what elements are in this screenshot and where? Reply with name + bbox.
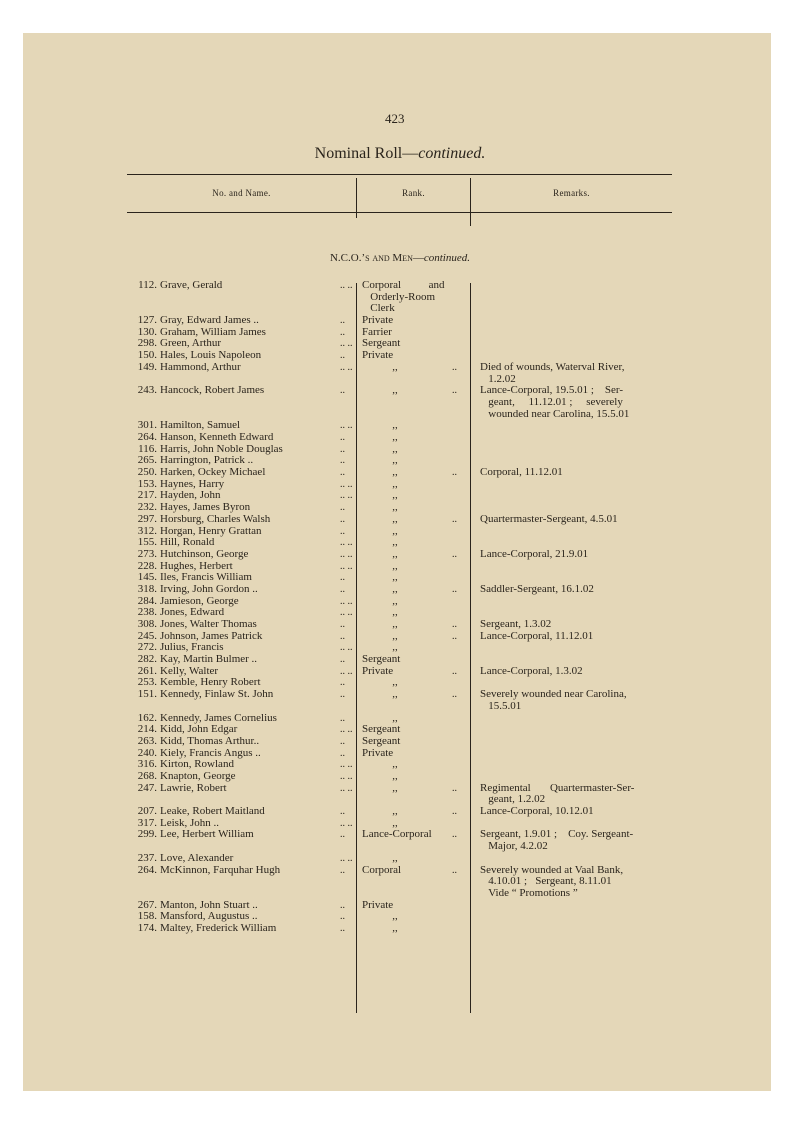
roll-number: 282. xyxy=(137,653,157,666)
roll-rank: ,, xyxy=(362,618,398,631)
leader-dots: .. .. xyxy=(340,770,353,782)
roll-name: Hill, Ronald xyxy=(160,536,215,549)
roll-number: 272. xyxy=(137,641,157,654)
roll-name: Kidd, John Edgar xyxy=(160,723,238,736)
title-italic: continued. xyxy=(418,145,486,162)
leader-dots: .. xyxy=(452,385,457,397)
leader-dots: .. xyxy=(340,502,345,514)
roll-number: 214. xyxy=(137,723,157,736)
leader-dots: .. xyxy=(340,619,345,631)
roll-row xyxy=(0,771,794,783)
leader-dots: .. .. xyxy=(340,560,353,572)
roll-rank: ,, xyxy=(362,547,398,560)
roll-number: 228. xyxy=(137,559,157,572)
roll-number: 149. xyxy=(137,360,157,373)
leader-dots: .. xyxy=(340,735,345,747)
leader-dots: .. xyxy=(340,525,345,537)
title-main: Nominal Roll— xyxy=(314,145,419,162)
roll-number: 284. xyxy=(137,594,157,607)
leader-dots: .. xyxy=(452,361,457,373)
roll-row xyxy=(0,806,794,818)
roll-name: Grave, Gerald xyxy=(160,279,223,291)
roll-row xyxy=(0,338,794,350)
leader-dots: .. .. xyxy=(340,817,353,829)
leader-dots: .. xyxy=(452,689,457,701)
roll-rank: Lance-Corporal xyxy=(362,828,432,841)
roll-name: Lee, Herbert William xyxy=(160,828,254,841)
leader-dots: .. xyxy=(340,385,345,397)
header-bottom-rule xyxy=(127,212,672,213)
roll-number: 243. xyxy=(137,384,157,397)
roll-rank: ,, xyxy=(362,477,398,490)
roll-row xyxy=(0,654,794,666)
roll-row xyxy=(0,619,794,631)
leader-dots: .. .. xyxy=(340,490,353,502)
roll-number: 299. xyxy=(137,828,157,841)
roll-remarks: Corporal, 11.12.01 xyxy=(480,466,563,479)
roll-row xyxy=(0,584,794,596)
roll-rank: ,, xyxy=(362,489,398,502)
leader-dots: .. xyxy=(340,712,345,724)
leader-dots: .. xyxy=(340,630,345,642)
page-number: 423 xyxy=(385,111,405,126)
roll-row xyxy=(0,385,794,420)
roll-name: Maltey, Frederick William xyxy=(160,921,277,934)
roll-rank: ,, xyxy=(362,910,398,923)
leader-dots: .. xyxy=(340,829,345,841)
header-divider-2 xyxy=(470,178,471,226)
leader-dots: .. xyxy=(340,806,345,818)
roll-row xyxy=(0,783,794,806)
leader-dots: .. xyxy=(452,665,457,677)
roll-rank: ,, xyxy=(362,781,398,794)
leader-dots: .. xyxy=(340,455,345,467)
roll-name: Love, Alexander xyxy=(160,851,234,864)
leader-dots: .. .. xyxy=(340,548,353,560)
leader-dots: .. .. xyxy=(340,478,353,490)
roll-row xyxy=(0,362,794,385)
roll-remarks: Sergeant, 1.3.02 xyxy=(480,618,552,631)
roll-rank: Sergeant xyxy=(362,337,401,350)
roll-number: 308. xyxy=(137,618,157,631)
leader-dots: .. xyxy=(452,583,457,595)
roll-rank: ,, xyxy=(362,606,398,619)
roll-rank: Private xyxy=(362,664,394,677)
roll-name: Leisk, John .. xyxy=(160,816,219,829)
roll-remarks: Sergeant, 1.9.01 ; Coy. Sergeant- Major, 4.2.02 xyxy=(480,828,634,853)
leader-dots: .. xyxy=(340,443,345,455)
roll-name: Iles, Francis William xyxy=(160,571,252,584)
roll-name: Irving, John Gordon .. xyxy=(160,582,258,595)
roll-name: Horsburg, Charles Walsh xyxy=(160,512,271,525)
roll-number: 253. xyxy=(137,676,157,689)
section-heading xyxy=(230,252,570,264)
leader-dots: .. xyxy=(340,899,345,911)
roll-rank: ,, xyxy=(362,711,398,724)
roll-rank: ,, xyxy=(362,805,398,818)
leader-dots: .. .. xyxy=(340,420,353,432)
roll-name: Kelly, Walter xyxy=(160,664,219,677)
roll-name: Jones, Edward xyxy=(160,606,225,619)
roll-name: Hanson, Kenneth Edward xyxy=(160,431,274,444)
section-heading-main: N.C.O.’s and Men— xyxy=(329,252,424,264)
roll-rank: ,, xyxy=(362,512,398,525)
roll-number: 237. xyxy=(137,851,157,864)
roll-remarks: Lance-Corporal, 11.12.01 xyxy=(480,629,594,642)
roll-rank: Sergeant xyxy=(362,734,401,747)
roll-number: 158. xyxy=(137,910,157,923)
roll-name: Kennedy, Finlaw St. John xyxy=(160,688,274,701)
roll-number: 298. xyxy=(137,337,157,350)
leader-dots: .. xyxy=(452,467,457,479)
leader-dots: .. .. xyxy=(340,280,353,291)
roll-name: Hughes, Herbert xyxy=(160,559,233,572)
roll-row xyxy=(0,280,794,315)
roll-remarks: Saddler-Sergeant, 16.1.02 xyxy=(480,582,594,595)
roll-rank: ,, xyxy=(362,454,398,467)
roll-row xyxy=(0,549,794,561)
roll-number: 151. xyxy=(137,688,157,701)
roll-rank: ,, xyxy=(362,758,398,771)
roll-name: Jones, Walter Thomas xyxy=(160,618,257,631)
leader-dots: .. xyxy=(452,806,457,818)
roll-name: Harken, Ockey Michael xyxy=(160,466,266,479)
roll-rank: ,, xyxy=(362,571,398,584)
leader-dots: .. xyxy=(340,911,345,923)
roll-row xyxy=(0,923,794,935)
roll-rank: ,, xyxy=(362,559,398,572)
leader-dots: .. xyxy=(340,654,345,666)
roll-number: 217. xyxy=(137,489,157,502)
column-header-remarks: Remarks. xyxy=(553,188,590,198)
roll-name: Harris, John Noble Douglas xyxy=(160,442,283,455)
roll-name: Hamilton, Samuel xyxy=(160,419,241,432)
roll-remarks: Lance-Corporal, 10.12.01 xyxy=(480,805,594,818)
leader-dots: .. xyxy=(340,864,345,876)
roll-number: 127. xyxy=(137,314,157,327)
roll-number: 317. xyxy=(137,816,157,829)
roll-remarks: Quartermaster-Sergeant, 4.5.01 xyxy=(480,512,618,525)
roll-number: 264. xyxy=(137,863,157,876)
roll-rank: ,, xyxy=(362,442,398,455)
leader-dots: .. .. xyxy=(340,537,353,549)
roll-number: 250. xyxy=(137,466,157,479)
roll-number: 312. xyxy=(137,524,157,537)
leader-dots: .. .. xyxy=(340,642,353,654)
column-header-rank: Rank. xyxy=(402,188,425,198)
roll-number: 247. xyxy=(137,781,157,794)
leader-dots: .. xyxy=(340,583,345,595)
roll-rank: Sergeant xyxy=(362,723,401,736)
roll-name: Kirton, Rowland xyxy=(160,758,234,771)
roll-row xyxy=(0,865,794,900)
roll-remarks: Lance-Corporal, 19.5.01 ; Ser- geant, 11.12.01 ; severely wounded near Carolina, 15.5.01 xyxy=(480,384,630,420)
roll-row xyxy=(0,829,794,852)
roll-number: 268. xyxy=(137,769,157,782)
roll-row xyxy=(0,432,794,444)
roll-name: Kay, Martin Bulmer .. xyxy=(160,653,258,666)
roll-number: 174. xyxy=(137,921,157,934)
roll-rank: Corporal and Orderly-Room Clerk xyxy=(362,279,445,315)
roll-row xyxy=(0,853,794,865)
roll-number: 116. xyxy=(138,442,157,455)
roll-number: 145. xyxy=(137,571,157,584)
leader-dots: .. .. xyxy=(340,595,353,607)
roll-number: 301. xyxy=(137,419,157,432)
roll-rank: Farrier xyxy=(362,325,392,338)
roll-rank: ,, xyxy=(362,688,398,701)
roll-number: 264. xyxy=(137,431,157,444)
roll-remarks: Severely wounded at Vaal Bank, 4.10.01 ; Sergeant, 8.11.01 Vide “ Promotions ” xyxy=(480,863,624,899)
leader-dots: .. xyxy=(452,630,457,642)
roll-number: 263. xyxy=(137,734,157,747)
roll-rank: ,, xyxy=(362,360,398,373)
roll-name: Hammond, Arthur xyxy=(160,360,241,373)
roll-row xyxy=(0,467,794,479)
roll-rank: ,, xyxy=(362,851,398,864)
roll-row xyxy=(0,315,794,327)
roll-number: 240. xyxy=(137,746,157,759)
leader-dots: .. xyxy=(452,782,457,794)
roll-remarks: Lance-Corporal, 21.9.01 xyxy=(480,547,589,560)
roll-number: 162. xyxy=(137,711,157,724)
leader-dots: .. xyxy=(340,689,345,701)
roll-rank: Sergeant xyxy=(362,653,401,666)
leader-dots: .. .. xyxy=(340,782,353,794)
leader-dots: .. xyxy=(340,572,345,584)
roll-number: 261. xyxy=(137,664,157,677)
leader-dots: .. .. xyxy=(340,361,353,373)
roll-remarks: Lance-Corporal, 1.3.02 xyxy=(480,664,583,677)
leader-dots: .. xyxy=(340,350,345,362)
leader-dots: .. .. xyxy=(340,607,353,619)
roll-name: Kidd, Thomas Arthur.. xyxy=(160,734,260,747)
roll-name: Harrington, Patrick .. xyxy=(160,454,254,467)
roll-name: Julius, Francis xyxy=(160,641,224,654)
roll-name: Mansford, Augustus .. xyxy=(160,910,258,923)
leader-dots: .. xyxy=(340,432,345,444)
roll-name: Haynes, Harry xyxy=(160,477,225,490)
leader-dots: .. xyxy=(452,619,457,631)
column-header-name: No. and Name. xyxy=(212,188,271,198)
roll-name: Hutchinson, George xyxy=(160,547,249,560)
roll-name: Jamieson, George xyxy=(160,594,239,607)
roll-name: McKinnon, Farquhar Hugh xyxy=(160,863,281,876)
roll-number: 150. xyxy=(137,349,157,362)
roll-number: 238. xyxy=(137,606,157,619)
roll-number: 245. xyxy=(137,629,157,642)
roll-name: Kemble, Henry Robert xyxy=(160,676,261,689)
leader-dots: .. .. xyxy=(340,852,353,864)
leader-dots: .. xyxy=(340,326,345,338)
roll-number: 318. xyxy=(137,582,157,595)
roll-rank: ,, xyxy=(362,629,398,642)
roll-rank: ,, xyxy=(362,466,398,479)
roll-name: Graham, William James xyxy=(160,325,266,338)
header-divider-1 xyxy=(356,178,357,218)
roll-name: Johnson, James Patrick xyxy=(160,629,263,642)
roll-rank: Private xyxy=(362,746,394,759)
leader-dots: .. xyxy=(452,548,457,560)
roll-name: Lawrie, Robert xyxy=(160,781,227,794)
leader-dots: .. xyxy=(340,467,345,479)
roll-name: Manton, John Stuart .. xyxy=(160,898,258,911)
roll-name: Kiely, Francis Angus .. xyxy=(160,746,261,759)
roll-number: 207. xyxy=(137,805,157,818)
roll-rank: ,, xyxy=(362,501,398,514)
leader-dots: .. xyxy=(340,513,345,525)
roll-name: Gray, Edward James .. xyxy=(160,314,259,327)
roll-rank: Private xyxy=(362,898,394,911)
roll-number: 273. xyxy=(137,547,157,560)
roll-rank: ,, xyxy=(362,431,398,444)
roll-number: 112. xyxy=(138,279,157,291)
roll-number: 316. xyxy=(137,758,157,771)
roll-rank: ,, xyxy=(362,641,398,654)
roll-row xyxy=(0,736,794,748)
section-heading-italic: continued. xyxy=(423,252,470,264)
roll-rank: ,, xyxy=(362,676,398,689)
roll-remarks: Died of wounds, Waterval River, 1.2.02 xyxy=(480,360,625,385)
roll-rank: ,, xyxy=(362,816,398,829)
roll-rank: ,, xyxy=(362,384,398,397)
leader-dots: .. .. xyxy=(340,724,353,736)
roll-name: Hayden, John xyxy=(160,489,221,502)
leader-dots: .. xyxy=(340,922,345,934)
leader-dots: .. xyxy=(452,513,457,525)
roll-rank: ,, xyxy=(362,419,398,432)
leader-dots: .. xyxy=(452,829,457,841)
leader-dots: .. xyxy=(340,747,345,759)
roll-name: Horgan, Henry Grattan xyxy=(160,524,262,537)
roll-number: 232. xyxy=(137,501,157,514)
roll-rank: ,, xyxy=(362,594,398,607)
roll-remarks: Regimental Quartermaster-Ser- geant, 1.2.02 xyxy=(480,781,635,806)
roll-row xyxy=(0,689,794,712)
header-top-rule xyxy=(127,174,672,175)
roll-name: Knapton, George xyxy=(160,769,236,782)
roll-name: Green, Arthur xyxy=(160,337,222,350)
roll-number: 130. xyxy=(137,325,157,338)
roll-rank: ,, xyxy=(362,524,398,537)
roll-name: Hancock, Robert James xyxy=(160,384,265,397)
roll-remarks: Severely wounded near Carolina, 15.5.01 xyxy=(480,688,627,712)
leader-dots: .. xyxy=(452,864,457,876)
roll-name: Leake, Robert Maitland xyxy=(160,805,265,818)
leader-dots: .. .. xyxy=(340,338,353,350)
leader-dots: .. xyxy=(340,677,345,689)
roll-rank: ,, xyxy=(362,769,398,782)
roll-name: Hales, Louis Napoleon xyxy=(160,349,262,362)
roll-name: Hayes, James Byron xyxy=(160,501,251,514)
roll-rank: ,, xyxy=(362,582,398,595)
page-title xyxy=(230,145,570,163)
roll-rank: ,, xyxy=(362,536,398,549)
roll-number: 297. xyxy=(137,512,157,525)
roll-number: 155. xyxy=(137,536,157,549)
leader-dots: .. xyxy=(340,315,345,327)
roll-rank: Private xyxy=(362,349,394,362)
leader-dots: .. .. xyxy=(340,759,353,771)
roll-number: 265. xyxy=(137,454,157,467)
roll-rank: Corporal xyxy=(362,863,402,876)
roll-rank: Private xyxy=(362,314,394,327)
roll-number: 153. xyxy=(137,477,157,490)
roll-rank: ,, xyxy=(362,921,398,934)
roll-row xyxy=(0,514,794,526)
roll-table xyxy=(0,280,794,935)
roll-number: 267. xyxy=(137,898,157,911)
roll-name: Kennedy, James Cornelius xyxy=(160,711,277,724)
leader-dots: .. .. xyxy=(340,665,353,677)
